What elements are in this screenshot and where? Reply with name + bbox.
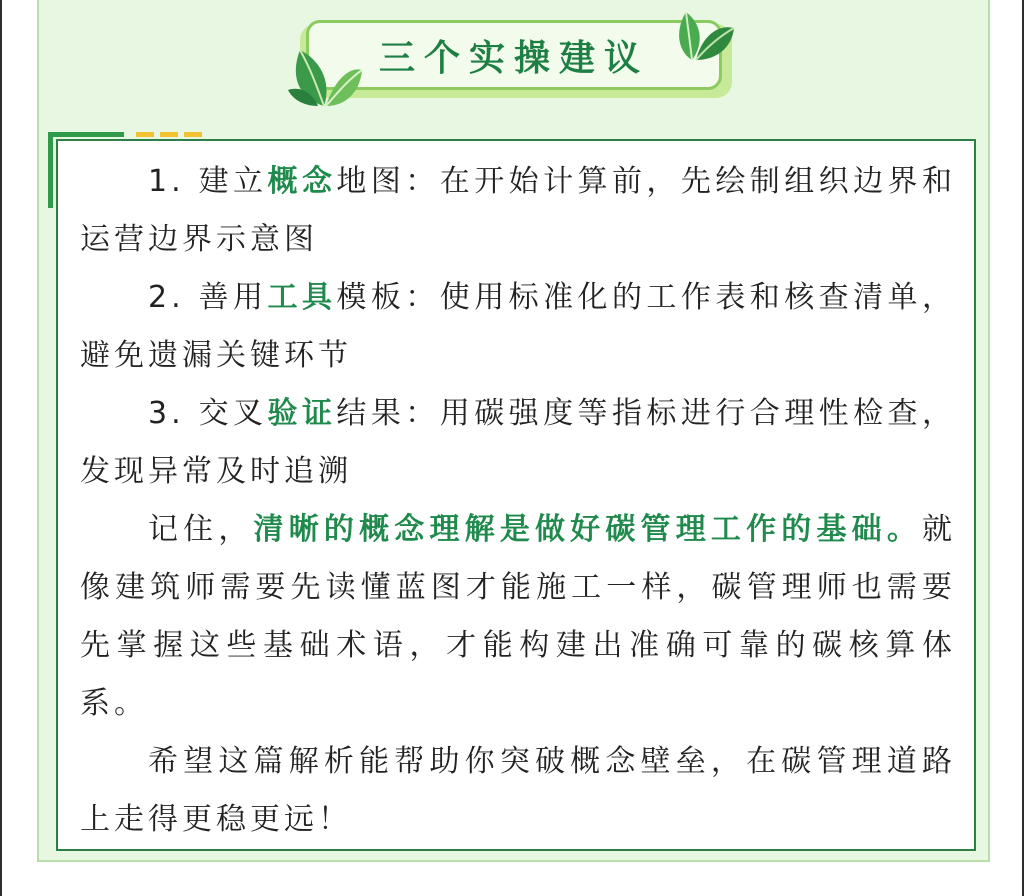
title-box [306, 20, 722, 90]
leaf-pair-icon [672, 6, 736, 64]
leaf-cluster-icon [288, 36, 364, 108]
article-body [80, 153, 956, 849]
paragraph-tip-3 [80, 385, 956, 501]
text-rest: 就像建筑师需要先读懂蓝图才能施工一样，碳管理师也需要先掌握这些基础术语，才能构建出准确可靠的碳核算体系。 [80, 512, 957, 721]
corner-accent-green-vertical [48, 132, 53, 208]
text-lead: 2. 善用 [148, 280, 268, 315]
text-lead: 记住， [148, 512, 254, 547]
text-lead: 3. 交叉 [148, 396, 268, 431]
text-highlight: 清晰的概念理解是做好碳管理工作的基础。 [253, 512, 923, 547]
text-highlight: 工具 [267, 280, 337, 315]
text-rest: 结果：用碳强度等指标进行合理性检查，发现异常及时追溯 [80, 396, 957, 489]
section-title: 三个实操建议 [378, 37, 649, 79]
paragraph-tip-1 [80, 153, 956, 269]
paragraph-remember [80, 501, 956, 733]
dashed-accent-yellow [136, 132, 202, 137]
text-lead: 1. 建立 [148, 164, 268, 199]
text-highlight: 验证 [267, 396, 337, 431]
corner-accent-green [48, 132, 124, 137]
left-edge-line [0, 0, 2, 896]
text-highlight: 概念 [267, 164, 337, 199]
paragraph-tip-2 [80, 269, 956, 385]
text-lead: 希望这篇解析能帮助你突破概念壁垒，在碳管理道路上走得更稳更远！ [80, 744, 956, 837]
content-card [56, 139, 976, 851]
text-rest: 地图：在开始计算前，先绘制组织边界和运营边界示意图 [80, 164, 957, 257]
paragraph-closing [80, 733, 956, 849]
text-rest: 模板：使用标准化的工作表和核查清单，避免遗漏关键环节 [80, 280, 957, 373]
